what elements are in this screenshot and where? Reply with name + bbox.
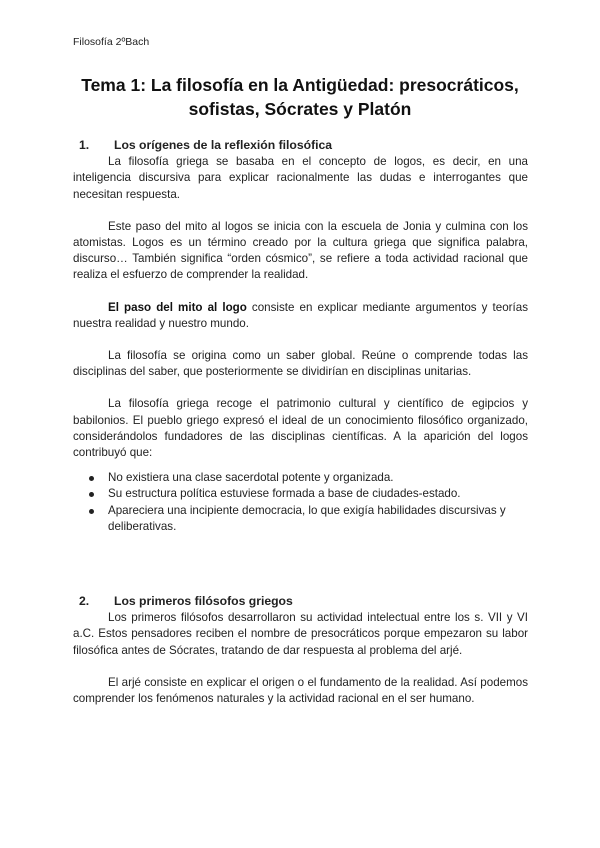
vertical-spacer [73, 535, 528, 593]
section-2-paragraph-2: El arjé consiste en explicar el origen o el fundamento de la realidad. Así podemos comprender los fenómenos naturales y la actividad racional en el ser humano. [73, 675, 528, 706]
section-1-paragraph-2: Este paso del mito al logos se inicia con la escuela de Jonia y culmina con los atomistas. Logos es un término creado por la cultura griega que significa palabra, discurso… También significa “orden cósmico”, se refiere a toda actividad racional que realiza el esfuerzo de comprender la realidad. [73, 219, 528, 282]
bullet-item [73, 486, 528, 502]
section-2-number: 2. [79, 594, 90, 609]
title-line-1: Tema 1: La filosofía en la Antigüedad: presocráticos, [81, 75, 519, 95]
section-2-heading [73, 593, 528, 609]
section-1-heading [73, 137, 528, 153]
section-1-number: 1. [79, 138, 90, 152]
paragraph-3-rest: consiste en explicar mediante argumentos y teorías nuestra realidad y nuestro mundo. [73, 300, 528, 330]
section-1-paragraph-3 [73, 300, 528, 332]
bullet-item [73, 470, 528, 486]
bullet-icon [89, 476, 94, 481]
bullet-text: Apareciera una incipiente democracia, lo que exigía habilidades discursivas y deliberativas. [108, 503, 506, 533]
section-2-title: Los primeros filósofos griegos [114, 594, 293, 609]
section-1-title: Los orígenes de la reflexión filosófica [114, 138, 333, 152]
document-title [60, 73, 540, 121]
bullet-list [73, 470, 528, 535]
title-line-2: sofistas, Sócrates y Platón [188, 99, 412, 119]
section-1-paragraph-4: La filosofía se origina como un saber global. Reúne o comprende todas las disciplinas del saber, que posteriormente se dividirían en disciplinas unitarias. [73, 349, 528, 379]
bullet-text: Su estructura política estuviese formada a base de ciudades-estado. [108, 487, 461, 501]
bullet-icon [89, 492, 94, 497]
section-1-paragraph-5: La filosofía griega recoge el patrimonio cultural y científico de egipcios y babilonios. El pueblo griego expresó el ideal de un conocimiento filosófico organizado, considerándolos fundadores de las disciplinas científicas. A la aparición del logos contribuyó que: [73, 397, 528, 460]
bullet-text: No existiera una clase sacerdotal potente y organizada. [108, 471, 394, 485]
document-body [73, 137, 528, 707]
bold-phrase: El paso del mito al logo [108, 300, 247, 314]
bullet-icon [89, 509, 94, 514]
section-1-paragraph-1: La filosofía griega se basaba en el concepto de logos, es decir, en una inteligencia discursiva para explicar racionalmente las dudas e interrogantes que necesitan respuesta. [73, 155, 528, 201]
section-2-paragraph-1: Los primeros filósofos desarrollaron su actividad intelectual entre los s. VII y VI a.C. Estos pensadores reciben el nombre de presocráticos porque empezaron su labor filosófica antes de Sócrates, tratando de dar respuesta al problema del arjé. [73, 611, 528, 657]
page-header: Filosofía 2ºBach [73, 36, 150, 48]
bullet-item [73, 503, 528, 535]
